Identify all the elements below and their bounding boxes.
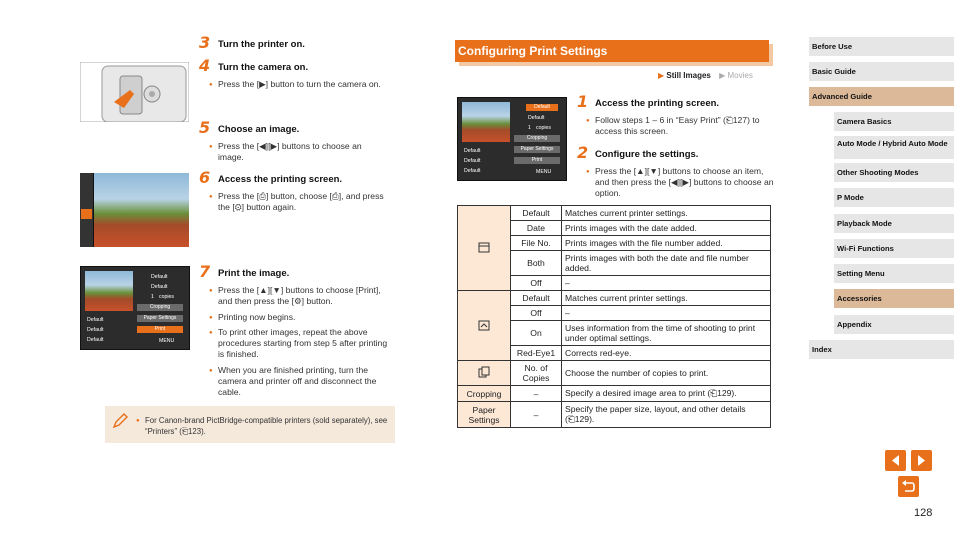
table-item: Both <box>511 251 562 276</box>
group-date <box>458 206 511 291</box>
copies-icon <box>478 366 490 378</box>
step-3-title: Turn the printer on. <box>218 39 305 50</box>
date-icon <box>478 241 490 253</box>
lcd-print: Print <box>137 326 183 333</box>
arrow-left-icon <box>885 450 906 471</box>
nav-playback-mode[interactable]: Playback Mode <box>834 214 954 233</box>
lcd-paper-settings: Paper Settings <box>514 146 560 153</box>
step-7-title: Print the image. <box>218 268 290 279</box>
lcd-cropping: Cropping <box>514 135 560 142</box>
section-title-bar <box>455 40 769 62</box>
table-item: Default <box>511 291 562 306</box>
step-5-number: 5 <box>199 118 211 137</box>
nav-accessories[interactable]: Accessories <box>834 289 954 308</box>
arrow-right-icon <box>911 450 932 471</box>
table-item: Off <box>511 306 562 321</box>
lcd-cropping: Cropping <box>137 304 183 311</box>
step-6-title: Access the printing screen. <box>218 174 343 185</box>
nav-before-use[interactable]: Before Use <box>809 37 954 56</box>
table-item: Default <box>511 206 562 221</box>
lcd-left-item: Default <box>464 168 481 174</box>
nav-index[interactable]: Index <box>809 340 954 359</box>
step-6-bullet: ● Press the [⎙] button, choose [⎙], and press the [⚙] button again. <box>218 191 388 213</box>
table-row <box>458 361 771 386</box>
group-copies <box>458 361 511 386</box>
table-desc: Specify a desired image area to print (⎗129). <box>562 386 771 402</box>
lcd-menu-label: MENU <box>536 169 552 175</box>
step-6-number: 6 <box>199 168 211 187</box>
lcd-print: Print <box>514 157 560 164</box>
step-7-bullet: ● Press the [▲][▼] buttons to choose [Print], and then press the [⚙] button. <box>218 285 388 307</box>
lcd-menu-label: MENU <box>159 338 175 344</box>
step-7-bullet: ● When you are finished printing, turn the camera and printer off and disconnect the cable. <box>218 365 388 398</box>
lcd-menu-item: Default <box>151 274 168 280</box>
note-text: ● For Canon-brand PictBridge-compatible printers (sold separately), see “Printers” (⎗123). <box>145 415 390 437</box>
table-desc: Specify the paper size, layout, and other details (⎗129). <box>562 402 771 428</box>
table-desc: Matches current printer settings. <box>562 291 771 306</box>
table-desc: Prints images with the file number added. <box>562 236 771 251</box>
nav-camera-basics[interactable]: Camera Basics <box>834 112 954 131</box>
nav-auto-mode[interactable] <box>834 136 954 159</box>
next-page-button[interactable] <box>911 450 932 471</box>
lcd-left-item: Default <box>464 158 481 164</box>
table-item: Date <box>511 221 562 236</box>
group-paper-settings: Paper Settings <box>458 402 511 428</box>
lcd-menu-item: copies <box>536 125 551 131</box>
play-icon: ▶ <box>658 71 665 80</box>
lcd-menu-item: Default <box>151 284 168 290</box>
camera-illustration <box>80 62 189 122</box>
print-settings-table <box>457 205 771 428</box>
page-number: 128 <box>914 507 933 519</box>
table-item: Red-Eye1 <box>511 346 562 361</box>
step-1-number: 1 <box>577 92 589 111</box>
table-row <box>458 291 771 306</box>
table-item: – <box>511 402 562 428</box>
back-button[interactable] <box>898 476 919 497</box>
return-icon <box>898 476 919 497</box>
lcd-left-item: Default <box>87 327 104 333</box>
table-desc: Matches current printer settings. <box>562 206 771 221</box>
table-desc: Choose the number of copies to print. <box>562 361 771 386</box>
step-1-bullet: ● Follow steps 1 – 6 in “Easy Print” (⎗127) to access this screen. <box>595 115 775 137</box>
nav-setting-menu[interactable]: Setting Menu <box>834 264 954 283</box>
step-4-number: 4 <box>199 56 211 75</box>
step-3-number: 3 <box>199 33 211 52</box>
step-5-title: Choose an image. <box>218 124 300 135</box>
table-desc: Uses information from the time of shooting to print under optimal settings. <box>562 321 771 346</box>
pencil-icon <box>111 412 129 430</box>
step-2-bullet: ● Press the [▲][▼] buttons to choose an item, and then press the [◀][▶] buttons to choose an option. <box>595 166 775 199</box>
table-desc: Prints images with both the date and file number added. <box>562 251 771 276</box>
print-settings-screen <box>457 97 567 181</box>
lcd-menu-item: 1 <box>151 294 154 300</box>
table-desc: – <box>562 306 771 321</box>
step-4-title: Turn the camera on. <box>218 62 309 73</box>
lcd-menu-item: Default <box>528 115 545 121</box>
step-7-number: 7 <box>199 262 211 281</box>
step-1-title: Access the printing screen. <box>595 98 720 109</box>
mode-still-images: Still Images <box>666 71 711 80</box>
lcd-date-default: Default <box>526 104 558 111</box>
table-desc: Prints images with the date added. <box>562 221 771 236</box>
prev-page-button[interactable] <box>885 450 906 471</box>
table-row <box>458 386 771 402</box>
nav-auto-mode-label: Auto Mode / Hybrid Auto Mode <box>837 139 948 148</box>
nav-other-shooting-modes[interactable]: Other Shooting Modes <box>834 163 954 182</box>
table-item: On <box>511 321 562 346</box>
table-row <box>458 402 771 428</box>
table-row <box>458 206 771 221</box>
group-optimize <box>458 291 511 361</box>
section-title: Configuring Print Settings <box>458 44 608 58</box>
step-2-number: 2 <box>577 143 589 162</box>
optimize-icon <box>478 319 490 331</box>
table-item: – <box>511 386 562 402</box>
step-2-title: Configure the settings. <box>595 149 699 160</box>
table-desc: Corrects red-eye. <box>562 346 771 361</box>
nav-advanced-guide[interactable]: Advanced Guide <box>809 87 954 106</box>
step-5-bullet: ● Press the [◀][▶] buttons to choose an image. <box>218 141 388 163</box>
note-box <box>105 406 395 443</box>
lcd-paper-settings: Paper Settings <box>137 315 183 322</box>
lcd-left-item: Default <box>464 148 481 154</box>
lcd-menu-item: 1 <box>528 125 531 131</box>
table-item: No. of Copies <box>511 361 562 386</box>
mode-indicators <box>658 71 753 80</box>
step-4-bullet: ● Press the [▶] button to turn the camera on. <box>218 79 398 90</box>
group-cropping: Cropping <box>458 386 511 402</box>
table-desc: – <box>562 276 771 291</box>
table-item: Off <box>511 276 562 291</box>
mode-movies: Movies <box>727 71 753 80</box>
nav-p-mode[interactable]: P Mode <box>834 188 954 207</box>
play-icon-disabled: ▶ <box>719 71 726 80</box>
table-item: File No. <box>511 236 562 251</box>
nav-basic-guide[interactable]: Basic Guide <box>809 62 954 81</box>
lcd-left-item: Default <box>87 317 104 323</box>
step-7-bullet: ● Printing now begins. <box>218 312 388 323</box>
nav-appendix[interactable]: Appendix <box>834 315 954 334</box>
step-6-screen <box>80 173 189 247</box>
lcd-menu-item: copies <box>159 294 174 300</box>
step-7-bullet: ● To print other images, repeat the above procedures starting from step 5 after printing is finished. <box>218 327 388 360</box>
step-7-screen <box>80 266 190 350</box>
nav-wifi-functions[interactable]: Wi-Fi Functions <box>834 239 954 258</box>
lcd-left-item: Default <box>87 337 104 343</box>
